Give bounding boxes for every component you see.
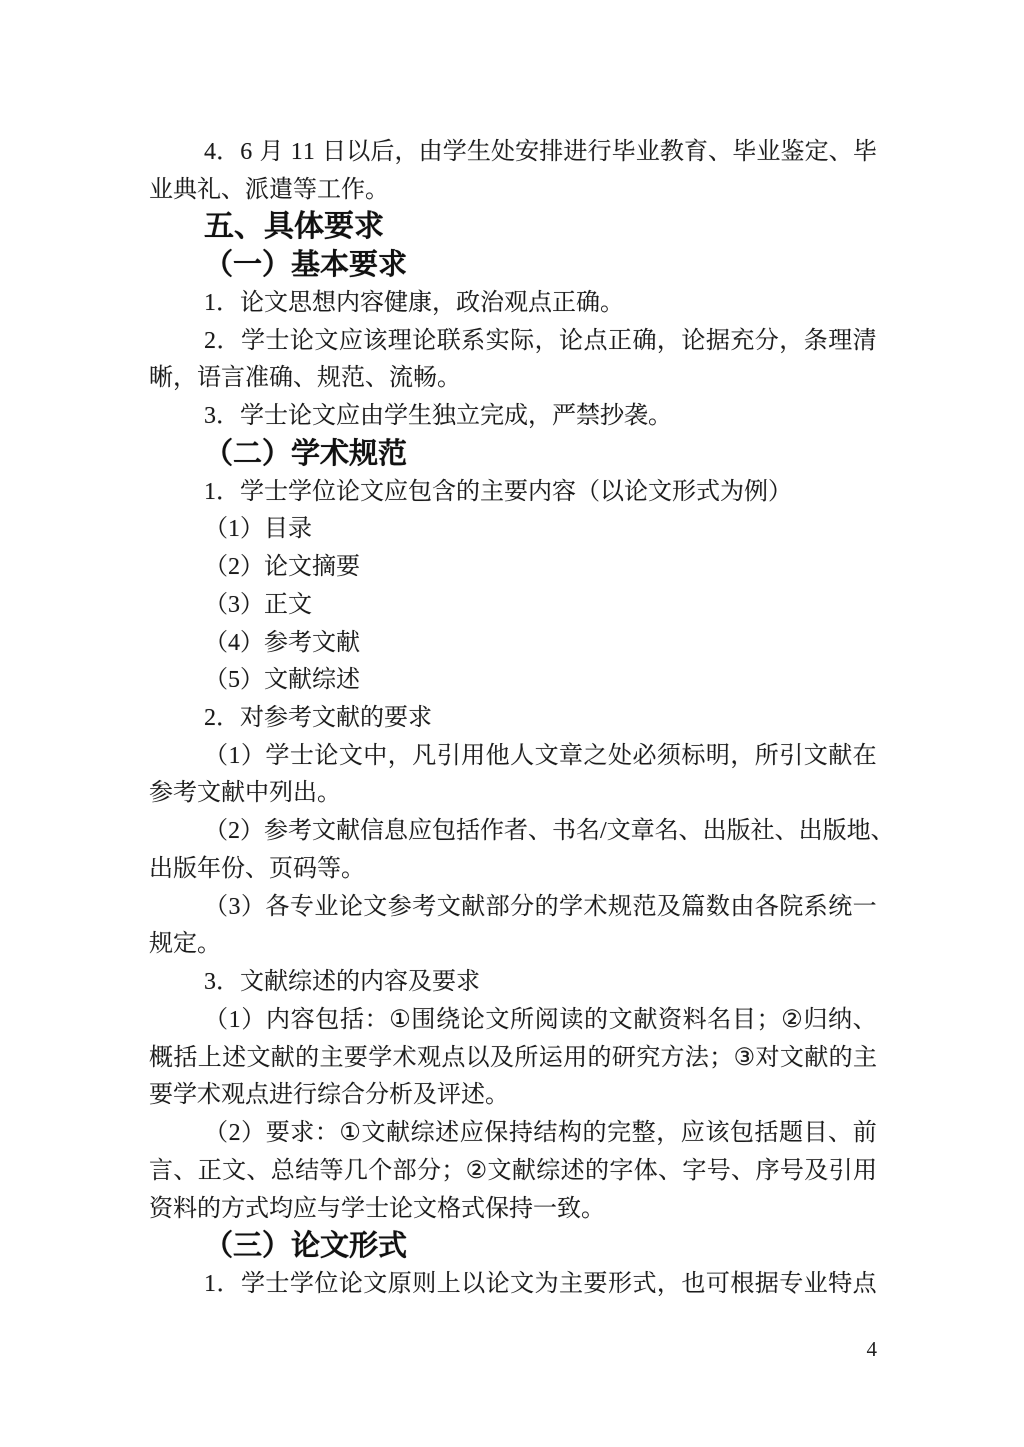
text-line: （4）参考文献 — [204, 629, 360, 656]
section-heading: （二）学术规范 — [204, 437, 408, 470]
section-heading: 五、具体要求 — [204, 210, 384, 244]
text-line: 1．学士学位论文应包含的主要内容（以论文形式为例） — [204, 478, 792, 505]
text-line: 1．论文思想内容健康，政治观点正确。 — [204, 289, 624, 316]
text-line: 2．对参考文献的要求 — [204, 704, 432, 731]
text-line: （5）文献综述 — [204, 667, 360, 694]
section-heading: （一）基本要求 — [204, 249, 408, 282]
text-line: 概 括 上 述 文 献 的 主 要 学 术 观 点 以 及 所 运 用 的 研 究 方 法 ； ③ 对 文 献 的 主 — [149, 1044, 877, 1071]
text-line: （ 1 ） 学 士 论 文 中 ， 凡 引 用 他 人 文 章 之 处 必 须 标 明 ， 所 引 文 献 在 — [204, 742, 877, 769]
document-body — [149, 133, 895, 1308]
section-heading: （三）论文形式 — [204, 1230, 408, 1263]
text-line: （1）目录 — [204, 516, 312, 543]
text-line: 3．学士论文应由学生独立完成，严禁抄袭。 — [204, 403, 672, 430]
text-line: （ 2 ） 要 求 ： ① 文 献 综 述 应 保 持 结 构 的 完 整 ， 应 该 包 括 题 目 、 前 — [204, 1120, 877, 1147]
text-line: 2 ． 学 士 论 文 应 该 理 论 联 系 实 际 ， 论 点 正 确 ， 论 据 充 分 ， 条 理 清 — [204, 327, 877, 354]
text-line: 1 ． 学 士 学 位 论 文 原 则 上 以 论 文 为 主 要 形 式 ， 也 可 根 据 专 业 特 点 — [204, 1270, 877, 1297]
text-line: 要学术观点进行综合分析及评述。 — [149, 1082, 509, 1109]
text-line: （ 1 ） 内 容 包 括 ： ① 围 绕 论 文 所 阅 读 的 文 献 资 料 名 目 ； ② 归 纳 、 — [204, 1006, 877, 1033]
text-line: 言 、 正 文 、 总 结 等 几 个 部 分 ； ② 文 献 综 述 的 字 体 、 字 号 、 序 号 及 引 用 — [149, 1157, 877, 1184]
text-line: 参考文献中列出。 — [149, 780, 341, 807]
text-line: （3）正文 — [204, 591, 312, 618]
text-line: （ 2 ） 参 考 文 献 信 息 应 包 括 作 者 、 书 名 / 文 章 名 、 出 版 社 、 出 版 地 、 — [204, 818, 895, 845]
text-line: 3．文献综述的内容及要求 — [204, 969, 480, 996]
text-line: 4 ． 6 月 1 1 日 以 后 ， 由 学 生 处 安 排 进 行 毕 业 教 育 、 毕 业 鉴 定 、 毕 — [204, 139, 877, 165]
text-line: 资料的方式均应与学士论文格式保持一致。 — [149, 1195, 605, 1222]
text-line: （ 3 ） 各 专 业 论 文 参 考 文 献 部 分 的 学 术 规 范 及 篇 数 由 各 院 系 统 一 — [204, 893, 877, 920]
text-line: （2）论文摘要 — [204, 554, 360, 581]
page-number: 4 — [866, 1337, 877, 1361]
text-line: 出版年份、页码等。 — [149, 855, 365, 882]
text-line: 晰，语言准确、规范、流畅。 — [149, 365, 461, 392]
text-line: 业典礼、派遣等工作。 — [149, 176, 389, 203]
text-line: 规定。 — [149, 931, 221, 958]
